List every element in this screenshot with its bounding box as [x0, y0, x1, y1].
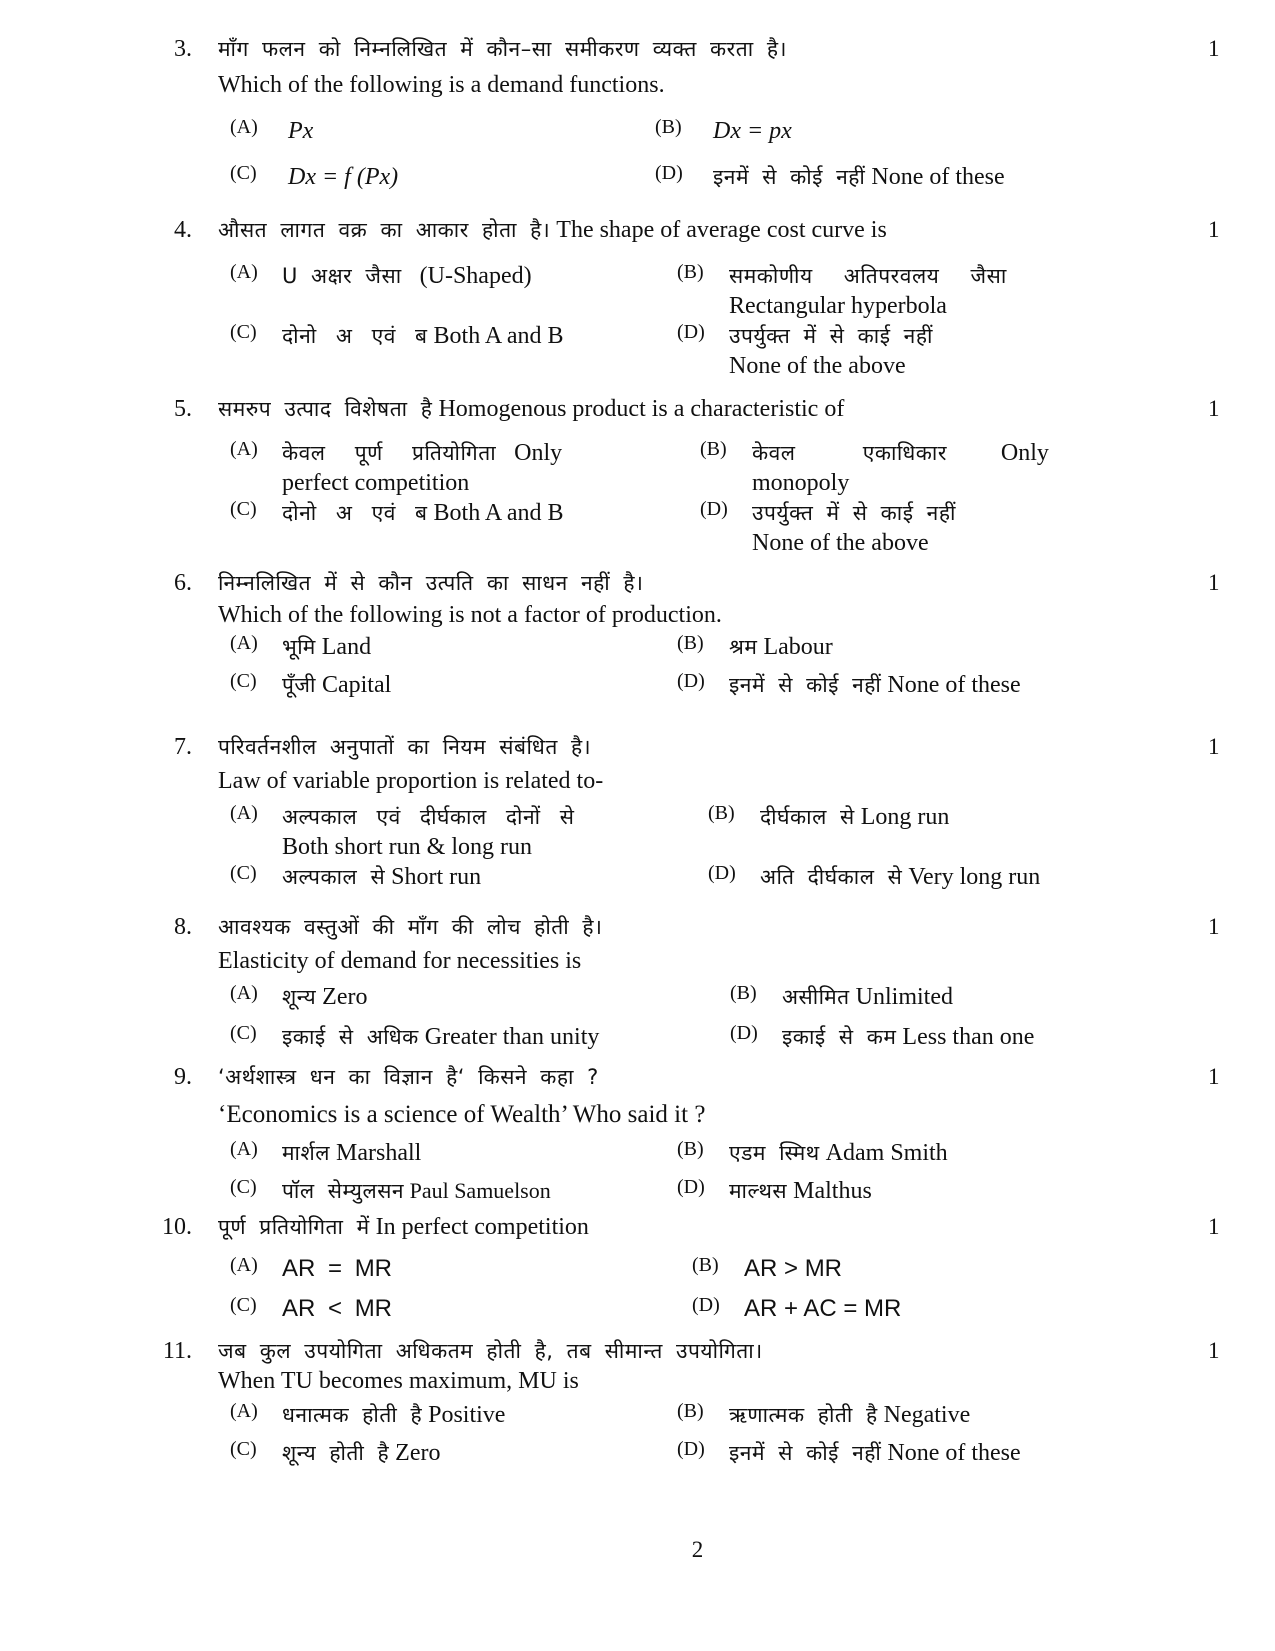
option-text: [729, 632, 833, 662]
option-text: Px: [288, 118, 314, 144]
option-english: Unlimited: [855, 984, 953, 1010]
question-hindi: ‘अर्थशास्त्र धन का विज्ञान है‘ किसने कहा ?: [218, 1065, 599, 1089]
option-label: (D): [677, 1438, 705, 1460]
option-text: [782, 1022, 1034, 1052]
option-text-line2: perfect competition: [282, 470, 470, 496]
option-text-line2: monopoly: [752, 470, 850, 496]
question-marks: 1: [1208, 734, 1220, 759]
question-line: [218, 766, 1178, 796]
option-text: [729, 1138, 948, 1168]
question-marks: 1: [1208, 217, 1220, 242]
question-marks: 1: [1208, 914, 1220, 939]
option-text: [282, 321, 564, 351]
option-text: [729, 1176, 872, 1206]
question-line: [218, 1212, 1178, 1242]
option-english: (U-Shaped): [419, 263, 532, 289]
option-english: Both A and B: [433, 323, 564, 349]
option-text-line2: None of the above: [752, 530, 929, 556]
option-label: (B): [692, 1254, 719, 1276]
option-label: (C): [230, 498, 257, 520]
option-label: (D): [677, 321, 705, 343]
question-hindi: माँग फलन को निम्नलिखित में कौन–सा समीकरण व्यक्त करता है।: [218, 37, 787, 61]
option-english: Very long run: [908, 864, 1041, 890]
question-english: Law of variable proportion is related to-: [218, 768, 604, 794]
option-hindi: इकाई से अधिक: [282, 1025, 419, 1049]
option-hindi: पॉल सेम्युलसन: [282, 1179, 405, 1203]
option-english: None of these: [887, 1440, 1021, 1466]
option-hindi: इकाई से कम: [782, 1025, 897, 1049]
question-marks: 1: [1208, 396, 1220, 421]
option-text: [282, 1438, 440, 1468]
question-english: Which of the following is not a factor of production.: [218, 602, 722, 628]
question-hindi: परिवर्तनशील अनुपातों का नियम संबंधित है।: [218, 735, 592, 759]
option-english: Positive: [428, 1402, 506, 1428]
option-text: [282, 670, 391, 700]
option-label: (A): [230, 438, 258, 460]
question-hindi: आवश्यक वस्तुओं की माँग की लोच होती है।: [218, 915, 603, 939]
question-number: 11.: [162, 1338, 192, 1364]
option-text: AR + AC = MR: [744, 1295, 902, 1322]
option-english: Capital: [321, 672, 392, 698]
option-text: [729, 1438, 1021, 1468]
option-english: Labour: [763, 634, 833, 660]
option-hindi: पूँजी: [282, 673, 316, 697]
option-hindi: असीमित: [782, 985, 850, 1009]
question-number: 8.: [174, 914, 192, 940]
question-number: 4.: [174, 217, 192, 243]
option-label: (B): [677, 1400, 704, 1422]
option-label: (D): [708, 862, 736, 884]
option-label: (B): [655, 116, 682, 138]
question-english: The shape of average cost curve is: [556, 217, 887, 243]
option-label: (A): [230, 632, 258, 654]
question-line: [218, 70, 1178, 100]
option-label: (B): [677, 1138, 704, 1160]
question-hindi: समरुप उत्पाद विशेषता है: [218, 397, 433, 421]
option-text: [282, 1022, 599, 1052]
option-hindi: उपर्युक्त में से काई नहीं: [729, 324, 933, 348]
option-text: [282, 982, 367, 1012]
option-text: [282, 261, 532, 291]
question-line: [218, 568, 1178, 598]
option-text: [282, 438, 562, 468]
question-line: [218, 215, 1178, 245]
question-line: [218, 912, 1178, 942]
option-text: [782, 982, 953, 1012]
question-english: Which of the following is a demand functions.: [218, 72, 665, 98]
option-text: [729, 261, 1007, 291]
option-label: (D): [700, 498, 728, 520]
option-english: Zero: [322, 984, 368, 1010]
question-line: [218, 732, 1178, 762]
page-number: 2: [691, 1537, 704, 1562]
option-hindi: अति दीर्घकाल से: [760, 865, 903, 889]
option-hindi: माल्थस: [729, 1179, 788, 1203]
option-label: (D): [677, 670, 705, 692]
option-english: Land: [321, 634, 372, 660]
option-hindi: भूमि: [282, 635, 316, 659]
question-line: [218, 1336, 1178, 1366]
question-marks: 1: [1208, 570, 1220, 595]
option-hindi: इनमें से कोई नहीं: [729, 673, 882, 697]
option-label: (D): [692, 1294, 720, 1316]
option-label: (B): [677, 261, 704, 283]
question-hindi: जब कुल उपयोगिता अधिकतम होती है, तब सीमान्त उपयोगिता।: [218, 1339, 763, 1363]
question-number: 9.: [174, 1064, 192, 1090]
option-text: [729, 1400, 970, 1430]
option-text: [282, 802, 574, 832]
option-hindi: धनात्मक होती है: [282, 1403, 423, 1427]
question-number: 6.: [174, 570, 192, 596]
option-english: Only: [514, 440, 563, 466]
option-text-line2: Rectangular hyperbola: [729, 293, 947, 319]
option-label: (C): [230, 321, 257, 343]
option-hindi: शून्य: [282, 985, 317, 1009]
option-text: [752, 438, 1049, 468]
option-label: (B): [677, 632, 704, 654]
question-english: Elasticity of demand for necessities is: [218, 948, 582, 974]
option-english: Paul Samuelson: [409, 1178, 551, 1203]
option-english: Long run: [860, 804, 950, 830]
question-line: [218, 394, 1178, 424]
question-english: In perfect competition: [375, 1214, 589, 1240]
option-hindi: U अक्षर जैसा: [282, 264, 402, 288]
option-english: Zero: [395, 1440, 441, 1466]
option-label: (A): [230, 1254, 258, 1276]
option-hindi: शून्य होती है: [282, 1441, 390, 1465]
option-english: Adam Smith: [825, 1140, 948, 1166]
option-text: [282, 1176, 551, 1206]
question-english: When TU becomes maximum, MU is: [218, 1368, 579, 1394]
question-english: Homogenous product is a characteristic of: [438, 396, 845, 422]
question-number: 5.: [174, 396, 192, 422]
option-label: (B): [730, 982, 757, 1004]
option-label: (A): [230, 1138, 258, 1160]
option-hindi: श्रम: [729, 635, 758, 659]
question-line: [218, 600, 1178, 630]
option-text: AR < MR: [282, 1295, 393, 1322]
option-label: (A): [230, 1400, 258, 1422]
option-english: Marshall: [336, 1140, 422, 1166]
option-english: Less than one: [902, 1024, 1035, 1050]
question-line: [218, 1062, 1178, 1092]
option-label: (D): [677, 1176, 705, 1198]
question-number: 7.: [174, 734, 192, 760]
option-text: [282, 498, 564, 528]
option-label: (D): [730, 1022, 758, 1044]
option-text: [729, 321, 933, 351]
question-marks: 1: [1208, 1338, 1220, 1363]
option-english: Negative: [883, 1402, 971, 1428]
option-label: (B): [708, 802, 735, 824]
option-english: Malthus: [793, 1178, 872, 1204]
option-text-line2: Both short run & long run: [282, 834, 532, 860]
option-english: None of these: [871, 164, 1005, 190]
option-hindi: अल्पकाल एवं दीर्घकाल दोनों से: [282, 805, 575, 829]
option-hindi: समकोणीय अतिपरवलय जैसा: [729, 264, 1007, 288]
question-line: [218, 34, 1178, 64]
option-text: AR = MR: [282, 1255, 393, 1282]
option-label: (C): [230, 1438, 257, 1460]
option-label: (A): [230, 802, 258, 824]
option-text: [713, 162, 1005, 192]
option-hindi: उपर्युक्त में से काई नहीं: [752, 501, 956, 525]
option-hindi: अल्पकाल से: [282, 865, 386, 889]
option-text: [760, 802, 949, 832]
question-hindi: निम्नलिखित में से कौन उत्पति का साधन नहीं है।: [218, 571, 644, 595]
option-hindi: इनमें से कोई नहीं: [713, 165, 866, 189]
option-hindi: ऋणात्मक होती है: [729, 1403, 878, 1427]
option-label: (C): [230, 1176, 257, 1198]
option-label: (A): [230, 982, 258, 1004]
option-hindi: दोनो अ एवं ब: [282, 324, 428, 348]
question-hindi: औसत लागत वक्र का आकार होता है।: [218, 218, 551, 242]
option-text: Dx = px: [713, 118, 792, 144]
option-hindi: एडम स्मिथ: [729, 1141, 820, 1165]
option-hindi: दोनो अ एवं ब: [282, 501, 428, 525]
question-line: [218, 946, 1178, 976]
option-english: Only: [1000, 440, 1049, 466]
option-hindi: केवल पूर्ण प्रतियोगिता: [282, 441, 497, 465]
option-label: (C): [230, 862, 257, 884]
option-hindi: केवल एकाधिकार: [752, 441, 947, 465]
option-text: [752, 498, 956, 528]
option-label: (A): [230, 116, 258, 138]
option-text: [282, 632, 371, 662]
option-text: [282, 1138, 421, 1168]
option-text: Dx = f (Px): [288, 164, 399, 190]
question-line: [218, 1366, 1178, 1396]
option-english: Greater than unity: [424, 1024, 600, 1050]
question-marks: 1: [1208, 36, 1220, 61]
option-english: Short run: [391, 864, 482, 890]
question-marks: 1: [1208, 1064, 1220, 1089]
option-hindi: दीर्घकाल से: [760, 805, 855, 829]
option-label: (C): [230, 1294, 257, 1316]
option-text: [282, 1400, 505, 1430]
question-line: [218, 1100, 1178, 1130]
question-marks: 1: [1208, 1214, 1220, 1239]
option-label: (C): [230, 1022, 257, 1044]
option-english: None of these: [887, 672, 1021, 698]
option-hindi: इनमें से कोई नहीं: [729, 1441, 882, 1465]
option-label: (D): [655, 162, 683, 184]
option-label: (C): [230, 670, 257, 692]
option-english: Both A and B: [433, 500, 564, 526]
option-label: (A): [230, 261, 258, 283]
question-english: ‘Economics is a science of Wealth’ Who said it ?: [218, 1101, 706, 1128]
option-text: AR > MR: [744, 1255, 843, 1282]
option-label: (B): [700, 438, 727, 460]
option-text: [760, 862, 1040, 892]
option-text-line2: None of the above: [729, 353, 906, 379]
option-hindi: मार्शल: [282, 1141, 331, 1165]
option-text: [729, 670, 1021, 700]
question-number: 3.: [174, 36, 192, 62]
option-label: (C): [230, 162, 257, 184]
question-number: 10.: [162, 1214, 192, 1240]
option-text: [282, 862, 481, 892]
question-hindi: पूर्ण प्रतियोगिता में: [218, 1215, 370, 1239]
